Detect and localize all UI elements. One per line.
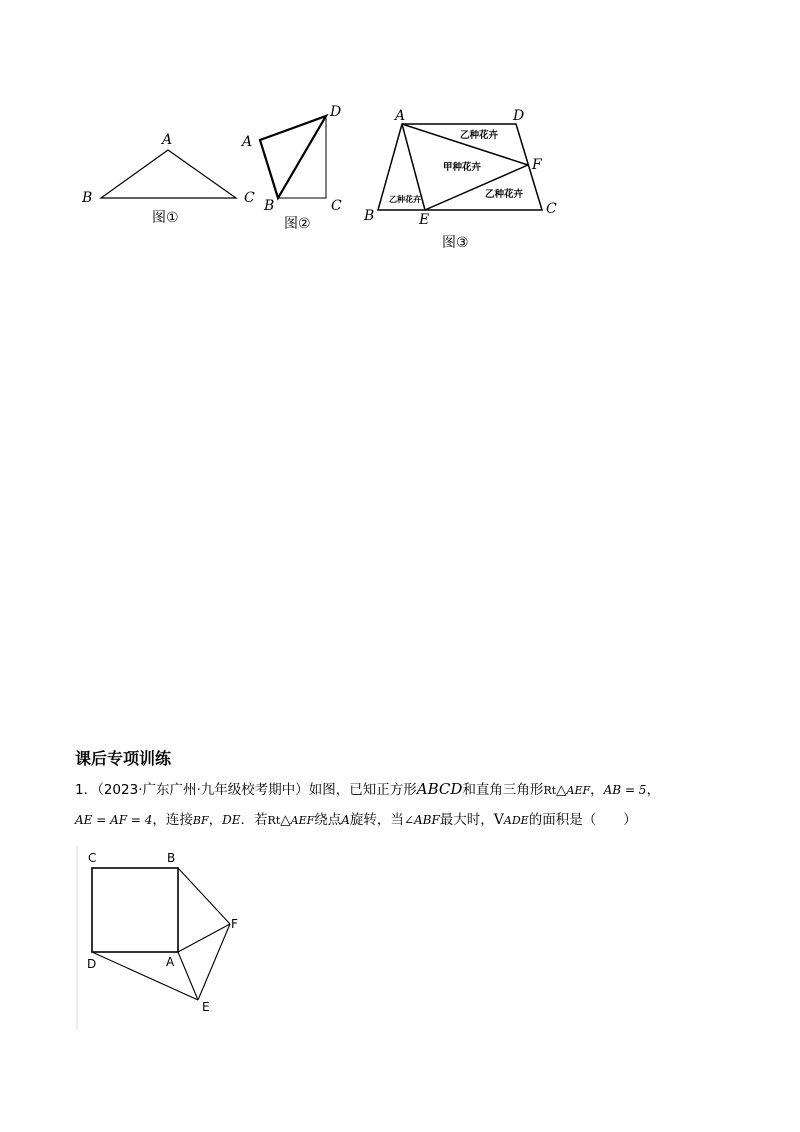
bed-left-label: 乙种花卉 [389,195,421,204]
label-c: C [546,201,557,217]
triangle-name: AEF [566,784,591,797]
label-b: B [264,198,275,214]
label-e: E [419,212,430,228]
segment-de [92,952,198,1000]
label-d: D [87,957,97,971]
segment-af [178,924,230,952]
triangle-abc [101,150,236,198]
ab-equation: AB = 5 [603,783,647,797]
problem-line-2 [75,808,637,828]
triangle-symbol: △ [556,782,567,798]
problem-text: 的面积是（ ） [528,812,637,828]
square-name: ABCD [416,780,463,798]
problem-text: 和直角三角形 [462,782,544,798]
triangle-symbol-v: V [493,812,504,828]
segment-ef [198,924,230,1000]
label-a: A [166,955,175,969]
segment-de: DE [222,813,241,827]
figure-2-caption: 图② [284,216,311,232]
label-a: A [162,132,173,148]
problem-text: ， [646,782,660,798]
label-f: F [231,917,238,931]
bed-right-label: 乙种花卉 [485,189,524,200]
rt-text: Rt [267,814,281,827]
segment-bf [178,868,230,924]
figure-4 [76,838,272,1034]
label-b: B [82,190,93,206]
label-d: D [330,104,342,120]
label-f: F [532,157,542,173]
label-a: A [242,134,253,150]
figure-3-caption: 图③ [442,235,469,251]
label-c: C [244,190,255,206]
problem-text: 旋转，当 [349,812,404,828]
triangle-abd [260,116,326,198]
problem-text: ， [590,782,604,798]
problem-text: 绕点 [314,812,342,828]
figure-2 [238,100,354,235]
ae-af-equation: AE = AF = 4 [75,813,153,827]
label-a: A [395,108,406,124]
figure-3 [360,104,570,254]
triangle-symbol: △ [280,812,291,828]
figure-1-caption: 图① [152,210,179,226]
section-title: 课后专项训练 [75,749,172,768]
label-e: E [202,1000,210,1014]
problem-number: 1． [75,782,98,798]
bed-middle-label: 甲种花卉 [443,162,482,173]
rt-text: Rt [543,784,557,797]
point-a: A [341,813,350,827]
problem-text: 如图，已知正方形 [308,782,417,798]
label-b: B [364,208,375,224]
bed-top-label: 乙种花卉 [460,130,499,141]
label-c: C [88,851,97,865]
label-d: D [513,108,525,124]
problem-text: 最大时， [439,812,494,828]
label-c: C [331,198,342,214]
triangle-ade: ADE [503,814,529,827]
problem-text: ， [208,812,223,828]
problem-source: （2023·广东广州·九年级校考期中） [97,782,309,798]
figure-1 [78,128,264,228]
problem-text: ，连接 [152,812,193,828]
problem-line-1 [75,778,660,798]
angle-abf: ∠ABF [403,813,440,827]
problem-text: ．若 [240,812,268,828]
triangle-name: AEF [290,814,315,827]
label-b: B [167,851,176,865]
segment-bf: BF [192,814,209,827]
square-abcd [92,868,178,952]
